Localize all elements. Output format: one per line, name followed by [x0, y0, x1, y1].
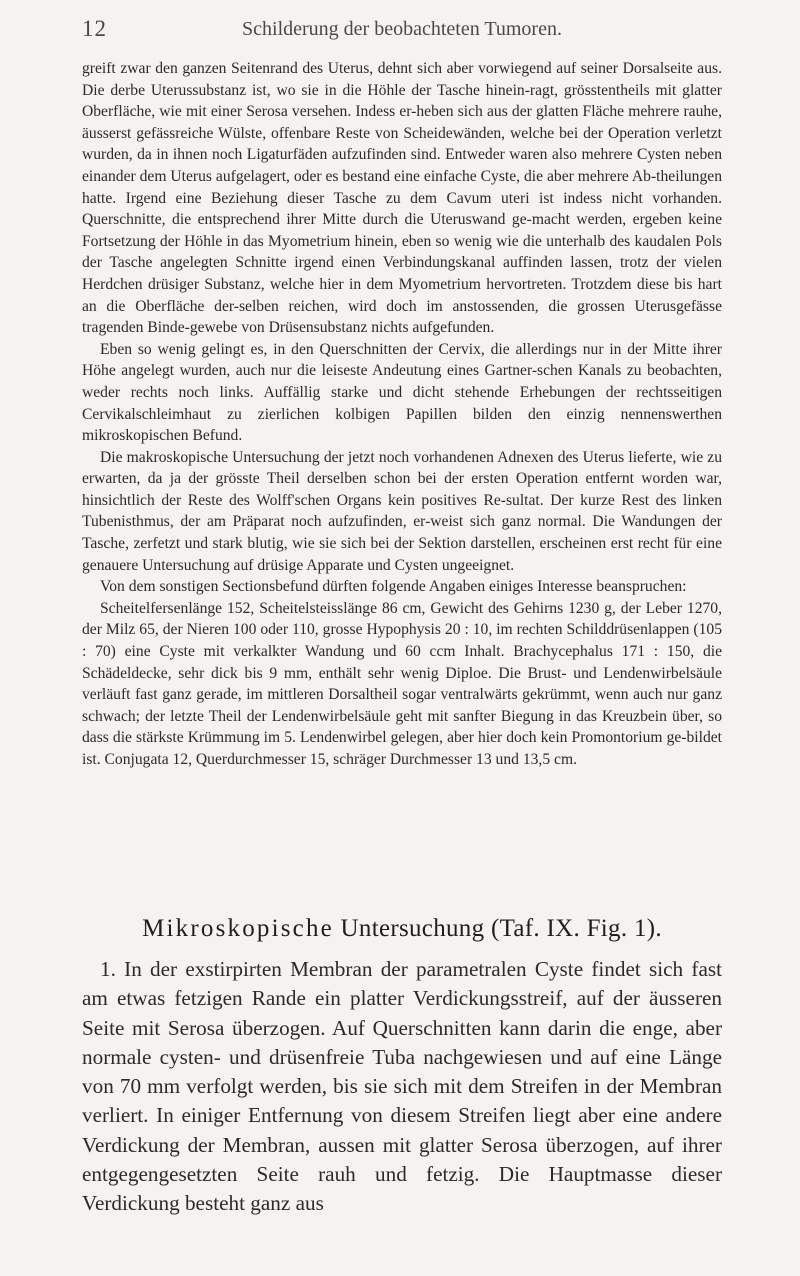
- section-heading: [82, 915, 722, 943]
- section-paragraph: 1. In der exstirpirten Membran der parametralen Cyste findet sich fast am etwas fetzigen Rande ein platter Verdickungsstreif, auf der äusseren Seite mit Serosa überzogen. Auf Querschnitten kann darin die enge, aber normale cysten- und drüsenfreie Tuba nachgewiesen und auf eine Länge von 70 mm verfolgt werden, bis sie sich mit dem Streifen in der Membran verliert. In einiger Entfernung von diesem Streifen liegt aber eine andere Verdickung der Membran, aussen mit glatter Serosa überzogen, auf ihrer entgegengesetzten Seite rauh und fetzig. Die Hauptmasse dieser Verdickung besteht ganz aus: [82, 957, 722, 1216]
- paragraph-adnexen: Die makroskopische Untersuchung der jetzt noch vorhandenen Adnexen des Uterus lieferte, wie zu erwarten, da ja der grösste Theil derselben schon bei der ersten Operation entfernt worden war, hinsichtlich der Reste des Wolff'schen Organs kein positives Re-sultat. Der kurze Rest des linken Tubenisthmus, der am Präparat noch aufzufinden, er-weist sich ganz normal. Die Wandungen der Tasche, zerfetzt und stark blutig, wie sie sich bei der Sektion darstellen, erscheinen erst recht für eine genauere Untersuchung auf drüsige Apparate und Cysten ungeeignet.: [82, 448, 722, 574]
- body-text: [82, 58, 722, 771]
- paragraph-cervix: Eben so wenig gelingt es, in den Querschnitten der Cervix, die allerdings nur in der Mitte ihrer Höhe angelegt wurden, auch nur die leiseste Andeutung eines Gartner-schen Kanals zu beobachten, weder rechts noch links. Auffällig starke und dicht stehende Erhebungen der rechtsseitigen Cervikalschleimhaut zu zierlichen kolbigen Papillen bilden den einzig nennenswerthen mikroskopischen Befund.: [82, 340, 722, 445]
- page-header: [82, 16, 722, 46]
- paragraph-measurements: Scheitelfersenlänge 152, Scheitelsteisslänge 86 cm, Gewicht des Gehirns 1230 g, der Leber 1270, der Milz 65, der Nieren 100 oder 110, grosse Hypophysis 20 : 10, im rechten Schilddrüsenlappen (105 : 70) eine Cyste mit verkalkter Wandung und 60 ccm Inhalt. Brachycephalus 171 : 150, die Schädeldecke, sehr dick bis 9 mm, enthält sehr wenig Diploe. Die Brust- und Lendenwirbelsäule verläuft fast ganz gerade, im mittleren Dorsaltheil sogar ventralwärts gekrümmt, wenn auch nur ganz schwach; der letzte Theil der Lendenwirbelsäule geht mit sanfter Biegung in das Kreuzbein über, so dass die stärkste Krümmung im 5. Lendenwirbel gelegen, aber hier doch kein Promontorium ge-bildet ist. Conjugata 12, Querdurchmesser 15, schräger Durchmesser 13 und 13,5 cm.: [82, 599, 722, 768]
- paragraph-sectionsbefund-intro: Von dem sonstigen Sectionsbefund dürften folgende Angaben einiges Interesse beanspruchen:: [100, 578, 687, 596]
- running-title: Schilderung der beobachteten Tumoren.: [242, 18, 562, 40]
- section-heading-spaced: Mikroskopische: [142, 915, 334, 942]
- section-body: [82, 955, 722, 1219]
- paragraph-continuation: greift zwar den ganzen Seitenrand des Uterus, dehnt sich aber vorwiegend auf seiner Dorsalseite aus. Die derbe Uterussubstanz ist, wo sie in die Höhle der Tasche hinein-ragt, grösstentheils mit glatter Oberfläche, wie mit einer Serosa versehen. Indess er-heben sich aus der glatten Fläche mehrere rauhe, äusserst gefässreiche Wülste, offenbare Reste von Scheidewänden, welche bei der Operation verletzt wurden, da in ihnen noch Ligaturfäden aufzufinden sind. Entweder waren also mehrere Cysten neben einander dem Uterus aufgelagert, oder es bestand eine einfache Cyste, die aber mehrere Ab-theilungen hatte. Irgend eine Beziehung dieser Tasche zu dem Cavum uteri ist indess nicht vorhanden. Querschnitte, die entsprechend ihrer Mitte durch die Uteruswand ge-macht werden, ergeben keine Fortsetzung der Höhle in das Myometrium hinein, eben so wenig wie die unterhalb des kaudalen Pols der Tasche angelegten Schnitte irgend einen Verbindungskanal auffinden lassen, trotz der vielen Herdchen drüsiger Substanz, welche hier in dem Myometrium hervortreten. Trotzdem diese bis hart an die Oberfläche der-selben reichen, wird doch im anstossenden, die grossen Uterusgefässe tragenden Binde-gewebe von Drüsensubstanz nichts aufgefunden.: [82, 60, 722, 337]
- section-heading-rest: Untersuchung (Taf. IX. Fig. 1).: [340, 915, 662, 942]
- page-number: 12: [82, 16, 107, 41]
